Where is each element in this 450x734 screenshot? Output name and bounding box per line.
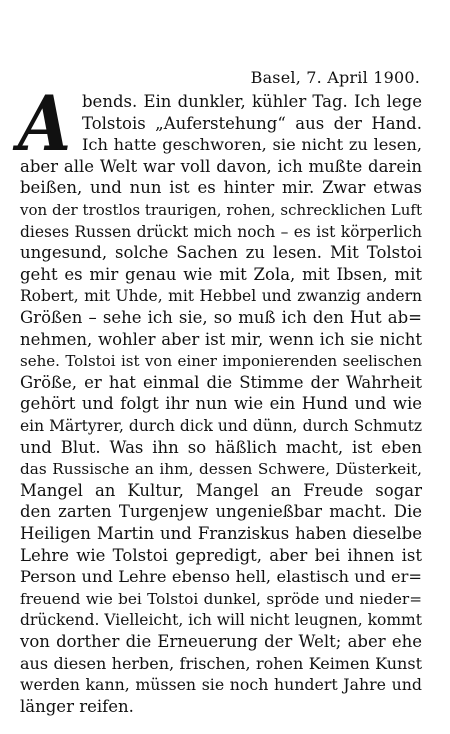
text-line: werden kann, müssen sie noch hundert Jahre und [20,675,422,695]
text-line: nehmen, wohler aber ist mir, wenn ich sie nicht [20,329,422,349]
text-line: geht es mir genau wie mit Zola, mit Ibsen, mit [20,264,422,284]
text-line: dieses Russen drückt mich noch – es ist körperlich [20,222,422,241]
text-line: Tolstois „Auferstehung“ aus der Hand. [82,113,422,133]
dateline: Basel, 7. April 1900. [250,68,420,87]
text-line: das Russische an ihm, dessen Schwere, Düsterkeit, [20,460,422,479]
drop-cap-initial: A [18,79,72,168]
text-line: aus diesen herben, frischen, rohen Keimen Kunst [20,653,422,673]
text-line: aber alle Welt war voll davon, ich mußte darein [20,156,422,176]
text-line: Lehre wie Tolstoi gepredigt, aber bei ihnen ist [20,545,422,565]
text-line: ungesund, solche Sachen zu lesen. Mit Tolstoi [20,243,422,263]
text-line: sehe. Tolstoi ist von einer imponierenden seelischen [20,352,422,371]
text-line: von dorther die Erneuerung der Welt; aber ehe [20,632,422,651]
text-line: Person und Lehre ebenso hell, elastisch und er= [20,567,422,587]
text-line: ein Märtyrer, durch dick und dünn, durch Schmutz [20,417,422,435]
text-line: beißen, und nun ist es hinter mir. Zwar etwas [20,178,422,198]
text-line: Größen – sehe ich sie, so muß ich den Hut ab= [20,308,422,327]
text-line: Robert, mit Uhde, mit Hebbel und zwanzig andern [20,287,422,306]
text-line: den zarten Turgenjew ungenießbar macht. Die [20,502,422,522]
text-line: und Blut. Was ihn so häßlich macht, ist eben [20,437,422,457]
text-line: bends. Ein dunkler, kühler Tag. Ich lege [82,92,422,111]
text-line: Heiligen Martin und Franziskus haben dieselbe [20,524,422,543]
text-line: freuend wie bei Tolstoi dunkel, spröde und nieder= [20,589,422,608]
text-line: Mangel an Kultur, Mangel an Freude sogar [20,480,422,500]
text-line: von der trostlos traurigen, rohen, schrecklichen Luft [20,201,422,219]
text-line: Größe, er hat einmal die Stimme der Wahrheit [20,372,422,392]
text-line: Ich hatte geschworen, sie nicht zu lesen, [82,135,422,155]
text-line: gehört und folgt ihr nun wie ein Hund und wie [20,394,422,414]
text-line: länger reifen. [20,696,134,716]
text-line: drückend. Vielleicht, ich will nicht leugnen, kommt [20,611,422,630]
